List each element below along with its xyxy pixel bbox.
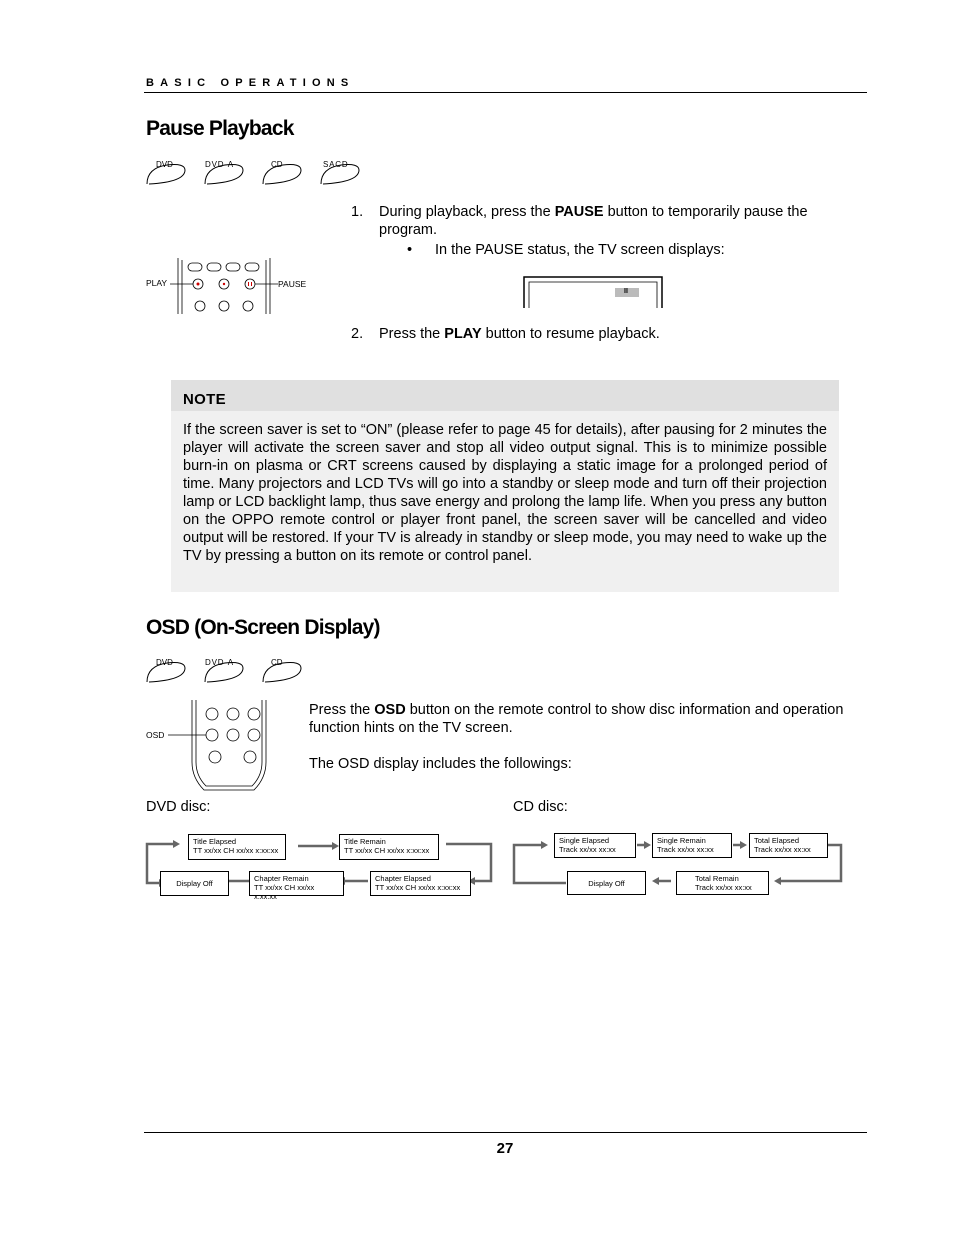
- cd-disc-icon: CD: [261, 658, 305, 684]
- dvd-disc-label: DVD disc:: [146, 799, 211, 815]
- sacd-disc-icon: SACD: [319, 160, 363, 186]
- dvd-box-title-remain: Title Remain TT xx/xx CH xx/xx x:xx:xx: [339, 834, 439, 860]
- pause-title: Pause Playback: [146, 117, 294, 140]
- play-label: PLAY: [146, 278, 168, 288]
- dvd-box-display-off: Display Off: [160, 871, 229, 896]
- dvd-disc-icon: DVD: [145, 160, 189, 186]
- cd-box-single-elapsed: Single Elapsed Track xx/xx xx:xx: [554, 833, 636, 858]
- remote-play-pause-illustration: [146, 258, 316, 316]
- cd-box-total-remain: Total Remain Track xx/xx xx:xx: [676, 871, 769, 895]
- dvd-box-chapter-remain: Chapter Remain TT xx/xx CH xx/xx x:xx:xx: [249, 871, 344, 896]
- cd-box-display-off: Display Off: [567, 871, 646, 895]
- osd-disc-icons: [145, 658, 305, 684]
- cd-box-total-elapsed: Total Elapsed Track xx/xx xx:xx: [749, 833, 828, 858]
- cd-disc-icon: CD: [261, 160, 305, 186]
- pause-symbol: II: [624, 288, 628, 295]
- cd-box-single-remain: Single Remain Track xx/xx xx:xx: [652, 833, 732, 858]
- step-1-bullet: • In the PAUSE status, the TV screen displays:: [407, 242, 725, 258]
- step-2: 2. Press the PLAY button to resume playback.: [351, 326, 660, 342]
- footer-rule: [144, 1132, 867, 1133]
- section-header: BASIC OPERATIONS: [146, 77, 355, 89]
- osd-paragraph-1: Press the OSD button on the remote control to show disc information and operation function hints on the TV screen.: [309, 702, 844, 736]
- dvd-box-chapter-elapsed: Chapter Elapsed TT xx/xx CH xx/xx x:xx:xx: [370, 871, 471, 896]
- cd-disc-label: CD disc:: [513, 799, 568, 815]
- pause-label: PAUSE: [278, 279, 307, 289]
- step-1: 1. During playback, press the PAUSE button to temporarily pause the program.: [351, 204, 808, 238]
- dvd-box-title-elapsed: Title Elapsed TT xx/xx CH xx/xx x:xx:xx: [188, 834, 286, 860]
- pause-steps: [351, 203, 851, 259]
- pause-disc-icons: [145, 160, 363, 186]
- page-number: 27: [496, 1140, 514, 1157]
- tv-screen-illustration: [523, 276, 663, 308]
- dvd-a-disc-icon: DVD-A: [203, 160, 247, 186]
- cd-osd-flow-diagram: [511, 830, 847, 900]
- note-text: If the screen saver is set to “ON” (please refer to page 45 for details), after pausing for 2 minutes the player will activate the screen saver and stop all video output signal. This is to minimize possible burn-in on plasma or CRT screens caused by displaying a static image for a prolonged period of time. Many projectors and LCD TVs will go into a standby or sleep mode and turn off their projection lamp or LCD backlight lamp, thus save energy and prolong the lamp life. When you press any button on the OPPO remote control or player front panel, the screen saver will be cancelled and video output will be restored. If your TV is already in standby or sleep mode, you may need to wake up the TV by pressing a button on its remote or control panel.: [183, 422, 827, 564]
- dvd-disc-icon: DVD: [145, 658, 189, 684]
- remote-osd-illustration: [146, 700, 276, 794]
- note-title: NOTE: [183, 391, 226, 408]
- osd-title: OSD (On-Screen Display): [146, 616, 380, 639]
- note-box: [171, 380, 839, 592]
- dvd-osd-flow-diagram: [145, 830, 495, 900]
- note-header: [171, 380, 839, 411]
- osd-label: OSD: [146, 730, 165, 740]
- osd-paragraph-2: The OSD display includes the followings:: [309, 756, 572, 772]
- dvd-a-disc-icon: DVD-A: [203, 658, 247, 684]
- header-rule: [144, 92, 867, 93]
